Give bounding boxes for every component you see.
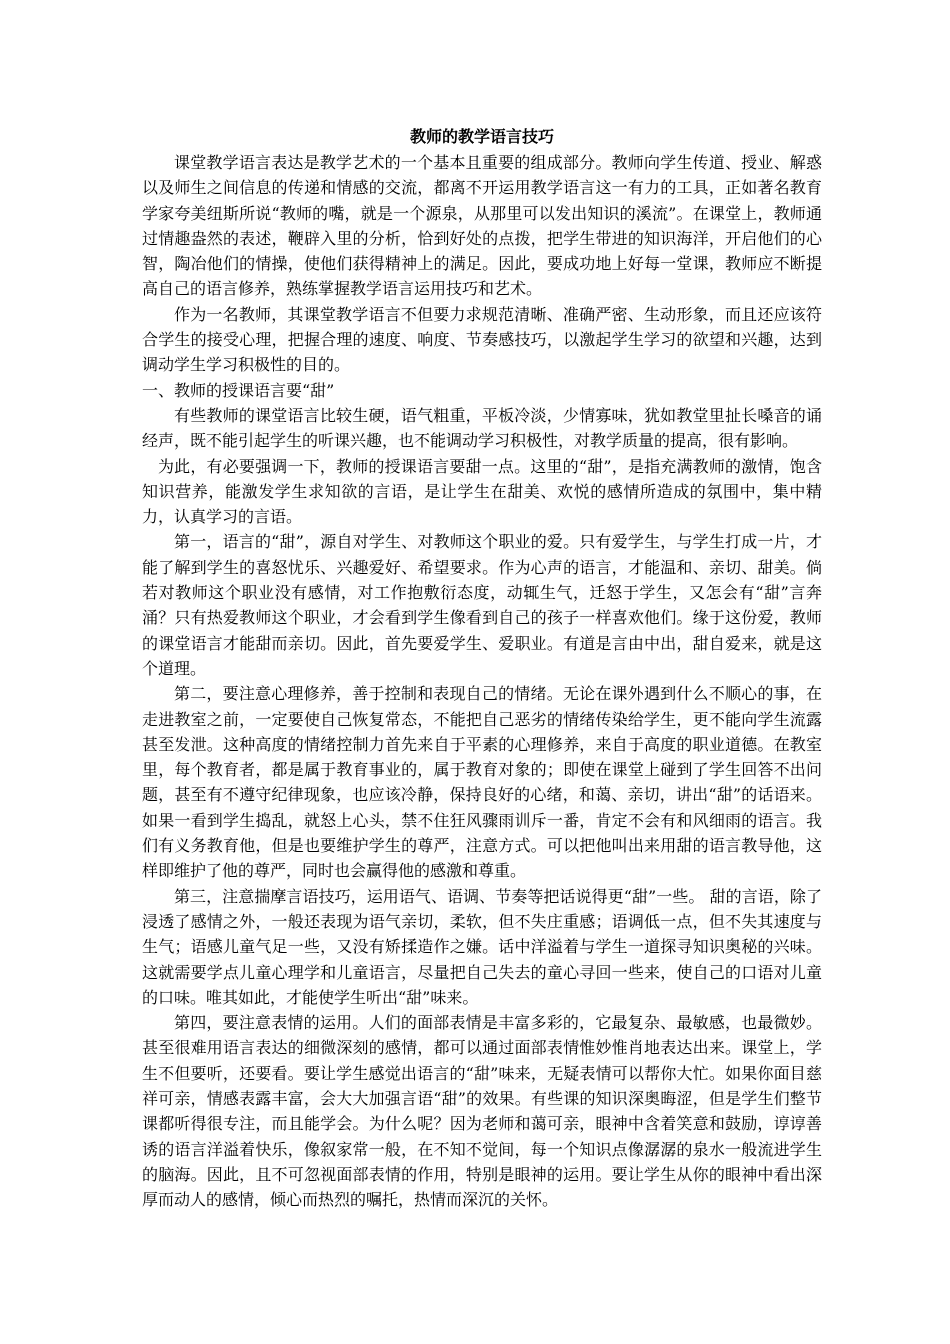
section-1-paragraph-2: 为此，有必要强调一下，教师的授课语言要甜一点。这里的“甜”，是指充满教师的激情，饱含知识营养，能激发学生求知欲的言语，是让学生在甜美、欢悦的感情所造成的氛围中，集中精力，认真学习的言语。 [142,456,822,527]
document-title: 教师的教学语言技巧 [409,127,554,146]
section-1-paragraph-4: 第二，要注意心理修养，善于控制和表现自己的情绪。无论在课外遇到什么不顺心的事，在走进教室之前，一定要使自己恢复常态，不能把自己恶劣的情绪传染给学生，更不能向学生流露甚至发泄。这种高度的情绪控制力首先来自于平素的心理修养，来自于高度的职业道德。在教室里，每个教育者，都是属于教育事业的，属于教育对象的；即使在课堂上碰到了学生回答不出问题，甚至有不遵守纪律现象，也应该冷静，保持良好的心绪，和蔼、亲切，讲出“甜”的话语来。如果一看到学生捣乱，就怒上心头，禁不住狂风骤雨训斥一番，肯定不会有和风细雨的语言。我们有义务教育他，但是也要维护学生的尊严，注意方式。可以把他叫出来用甜的语言教导他，这样即维护了他的尊严，同时也会赢得他的感激和尊重。 [142,684,822,881]
section-1-paragraph-3: 第一，语言的“甜”，源自对学生、对教师这个职业的爱。只有爱学生，与学生打成一片，才能了解到学生的喜怒忧乐、兴趣爱好、希望要求。作为心声的语言，才能温和、亲切、甜美。倘若对教师这个职业没有感情，对工作抱敷衍态度，动辄生气，迁怒于学生，又怎会有“甜”言奔涌？只有热爱教师这个职业，才会看到学生像看到自己的孩子一样喜欢他们。缘于这份爱，教师的课堂语言才能甜而亲切。因此，首先要爱学生、爱职业。有道是言由中出，甜自爱来，就是这个道理。 [142,532,822,678]
section-1-paragraph-1: 有些教师的课堂语言比较生硬，语气粗重，平板冷淡，少情寡味，犹如教堂里扯长嗓音的诵经声，既不能引起学生的听课兴趣，也不能调动学习积极性，对教学质量的提高，很有影响。 [142,405,822,451]
intro-paragraph-1: 课堂教学语言表达是教学艺术的一个基本且重要的组成部分。教师向学生传道、授业、解惑以及师生之间信息的传递和情感的交流，都离不开运用教学语言这一有力的工具，正如著名教育学家夸美纽斯所说“教师的嘴，就是一个源泉，从那里可以发出知识的溪流”。在课堂上，教师通过情趣盎然的表述，鞭辟入里的分析，恰到好处的点拨，把学生带进的知识海洋，开启他们的心智，陶冶他们的情操，使他们获得精神上的满足。因此，要成功地上好每一堂课，教师应不断提高自己的语言修养，熟练掌握教学语言运用技巧和艺术。 [142,153,822,299]
section-1-paragraph-6: 第四，要注意表情的运用。人们的面部表情是丰富多彩的，它最复杂、最敏感，也最微妙。甚至很难用语言表达的细微深刻的感情，都可以通过面部表情惟妙惟肖地表达出来。课堂上，学生不但要听，还要看。要让学生感觉出语言的“甜”味来，无疑表情可以帮你大忙。如果你面目慈祥可亲，情感表露丰富，会大大加强言语“甜”的效果。有些课的知识深奥晦涩，但是学生们整节课都听得很专注，而且能学会。为什么呢？因为老师和蔼可亲，眼神中含着笑意和鼓励，谆谆善诱的语言洋溢着快乐，像叙家常一般，在不知不觉间，每一个知识点像潺潺的泉水一般流进学生的脑海。因此，且不可忽视面部表情的作用，特别是眼神的运用。要让学生从你的眼神中看出深厚而动人的感情，倾心而热烈的嘱托，热情而深沉的关怀。 [142,1013,822,1210]
intro-paragraph-2: 作为一名教师，其课堂教学语言不但要力求规范清晰、准确严密、生动形象，而且还应该符合学生的接受心理，把握合理的速度、响度、节奏感技巧，以激起学生学习的欲望和兴趣，达到调动学生学习积极性的目的。 [142,304,822,375]
section-1-heading: 一、教师的授课语言要“甜” [142,380,335,400]
section-1-paragraph-5: 第三，注意揣摩言语技巧，运用语气、语调、节奏等把话说得更“甜”一些。 甜的言语，除了浸透了感情之外，一般还表现为语气亲切，柔软，但不失庄重感；语调低一点，但不失其速度与生气；语感儿童气足一些，又没有矫揉造作之嫌。话中洋溢着与学生一道探寻知识奥秘的兴味。这就需要学点儿童心理学和儿童语言，尽量把自己失去的童心寻回一些来，使自己的口语对儿童的口味。唯其如此，才能使学生听出“甜”味来。 [142,886,822,1007]
document-page [142,124,822,1212]
